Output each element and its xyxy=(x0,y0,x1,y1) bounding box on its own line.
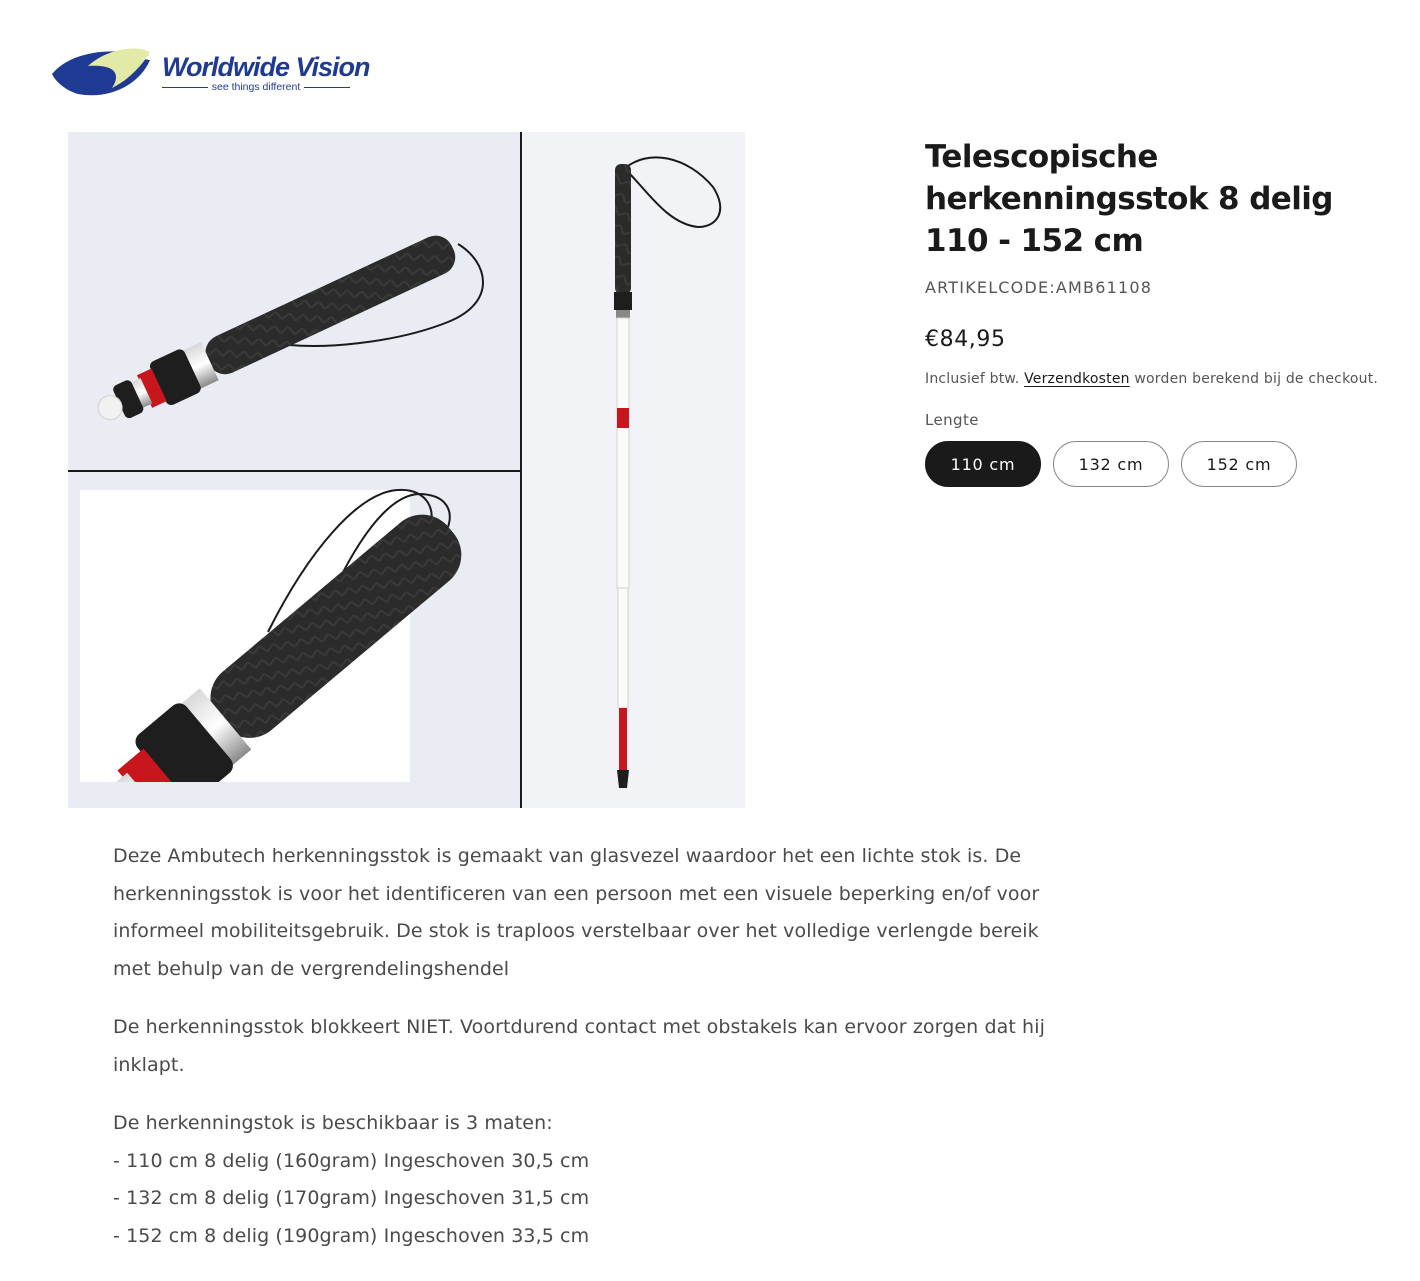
tagline-rule-right xyxy=(304,87,350,88)
sku-label: ARTIKELCODE: xyxy=(925,278,1056,297)
tax-note xyxy=(925,366,1395,393)
size-line: - 110 cm 8 delig (160gram) Ingeschoven 30,5 cm xyxy=(113,1149,590,1172)
brand-tagline: see things different xyxy=(211,81,301,93)
product-photo-collage xyxy=(68,132,745,808)
sizes-intro: De herkenningstok is beschikbaar is 3 maten: xyxy=(113,1112,553,1134)
brand-tagline-row xyxy=(162,81,350,93)
shipping-link[interactable]: Verzendkosten xyxy=(1024,371,1130,387)
size-line: - 132 cm 8 delig (170gram) Ingeschoven 31,5 cm xyxy=(113,1187,590,1209)
size-line: - 152 cm 8 delig (190gram) Ingeschoven 33,5 cm xyxy=(113,1224,590,1247)
image-detail-grip-top xyxy=(89,226,483,434)
image-detail-grip-bottom xyxy=(68,490,520,808)
brand-name: Worldwide Vision xyxy=(162,52,370,82)
length-options xyxy=(925,441,1395,487)
tax-prefix: Inclusief btw. xyxy=(925,371,1020,387)
product-price: €84,95 xyxy=(925,327,1006,352)
tax-suffix: worden berekend bij de checkout. xyxy=(1134,371,1379,387)
description-paragraph-2: De herkenningsstok blokkeert NIET. Voortdurend contact met obstakels kan ervoor zorgen dat hij inklapt. xyxy=(113,1016,1045,1076)
option-110-cm[interactable]: 110 cm xyxy=(925,441,1041,487)
product-image[interactable] xyxy=(68,132,745,808)
product-title: Telescopische herkenningsstok 8 delig 110 - 152 cm xyxy=(925,139,1333,259)
tagline-rule-left xyxy=(162,87,208,88)
length-label: Lengte xyxy=(925,411,979,429)
product-description xyxy=(113,838,1053,1276)
sku-value: AMB61108 xyxy=(1055,278,1153,297)
description-paragraph-1: Deze Ambutech herkenningsstok is gemaakt van glasvezel waardoor het een lichte stok is. De herkenningsstok is voor het identificeren van een persoon met een visuele beperking en/of voor informeel mobiliteitsgebruik. De stok is traploos verstelbaar over het volledige verlengde bereik met behulp van de vergrendelingshendel xyxy=(113,845,1040,980)
option-132-cm[interactable]: 132 cm xyxy=(1053,441,1169,487)
product-sku xyxy=(925,278,1395,297)
product-info xyxy=(925,136,1395,487)
option-152-cm[interactable]: 152 cm xyxy=(1181,441,1297,487)
description-sizes xyxy=(113,1105,1053,1255)
